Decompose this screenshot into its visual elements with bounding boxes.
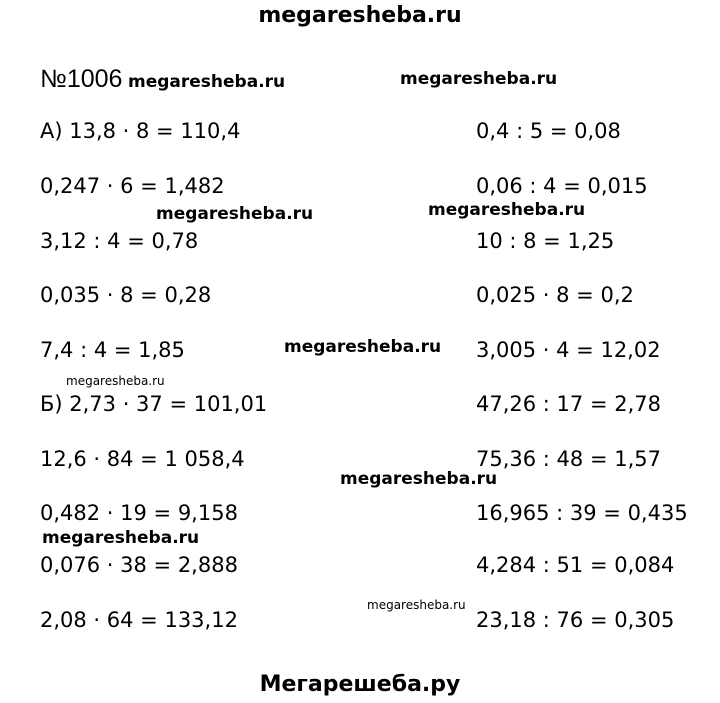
watermark: megaresheba.ru xyxy=(284,337,442,357)
watermark: megaresheba.ru xyxy=(42,528,200,548)
equation-right-3: 10 : 8 = 1,25 xyxy=(476,229,615,253)
equation-left-8: 0,482 · 19 = 9,158 xyxy=(40,501,238,525)
watermark: megaresheba.ru xyxy=(400,69,558,89)
problem-title: №1006 xyxy=(40,65,123,93)
equation-right-6: 47,26 : 17 = 2,78 xyxy=(476,392,661,416)
watermark-small: megaresheba.ru xyxy=(367,598,466,612)
equation-left-6: Б) 2,73 · 37 = 101,01 xyxy=(40,392,268,416)
watermark: megaresheba.ru xyxy=(428,200,586,220)
equation-right-8: 16,965 : 39 = 0,435 xyxy=(476,501,688,525)
site-footer: Мегарешеба.ру xyxy=(259,672,461,697)
equation-left-10: 2,08 · 64 = 133,12 xyxy=(40,608,238,632)
equation-right-5: 3,005 · 4 = 12,02 xyxy=(476,338,661,362)
watermark: megaresheba.ru xyxy=(128,72,286,92)
equation-right-4: 0,025 · 8 = 0,2 xyxy=(476,283,634,307)
equation-right-9: 4,284 : 51 = 0,084 xyxy=(476,553,675,577)
equation-left-4: 0,035 · 8 = 0,28 xyxy=(40,283,212,307)
site-header: megaresheba.ru xyxy=(258,3,462,28)
equation-right-2: 0,06 : 4 = 0,015 xyxy=(476,174,648,198)
watermark: megaresheba.ru xyxy=(156,204,314,224)
equation-left-1: А) 13,8 · 8 = 110,4 xyxy=(40,119,241,143)
equation-left-5: 7,4 : 4 = 1,85 xyxy=(40,338,185,362)
watermark: megaresheba.ru xyxy=(340,469,498,489)
watermark-small: megaresheba.ru xyxy=(66,374,165,388)
equation-right-1: 0,4 : 5 = 0,08 xyxy=(476,119,621,143)
equation-right-10: 23,18 : 76 = 0,305 xyxy=(476,608,675,632)
equation-left-9: 0,076 · 38 = 2,888 xyxy=(40,553,238,577)
equation-left-3: 3,12 : 4 = 0,78 xyxy=(40,229,199,253)
equation-right-7: 75,36 : 48 = 1,57 xyxy=(476,447,661,471)
equation-left-2: 0,247 · 6 = 1,482 xyxy=(40,174,225,198)
equation-left-7: 12,6 · 84 = 1 058,4 xyxy=(40,447,245,471)
